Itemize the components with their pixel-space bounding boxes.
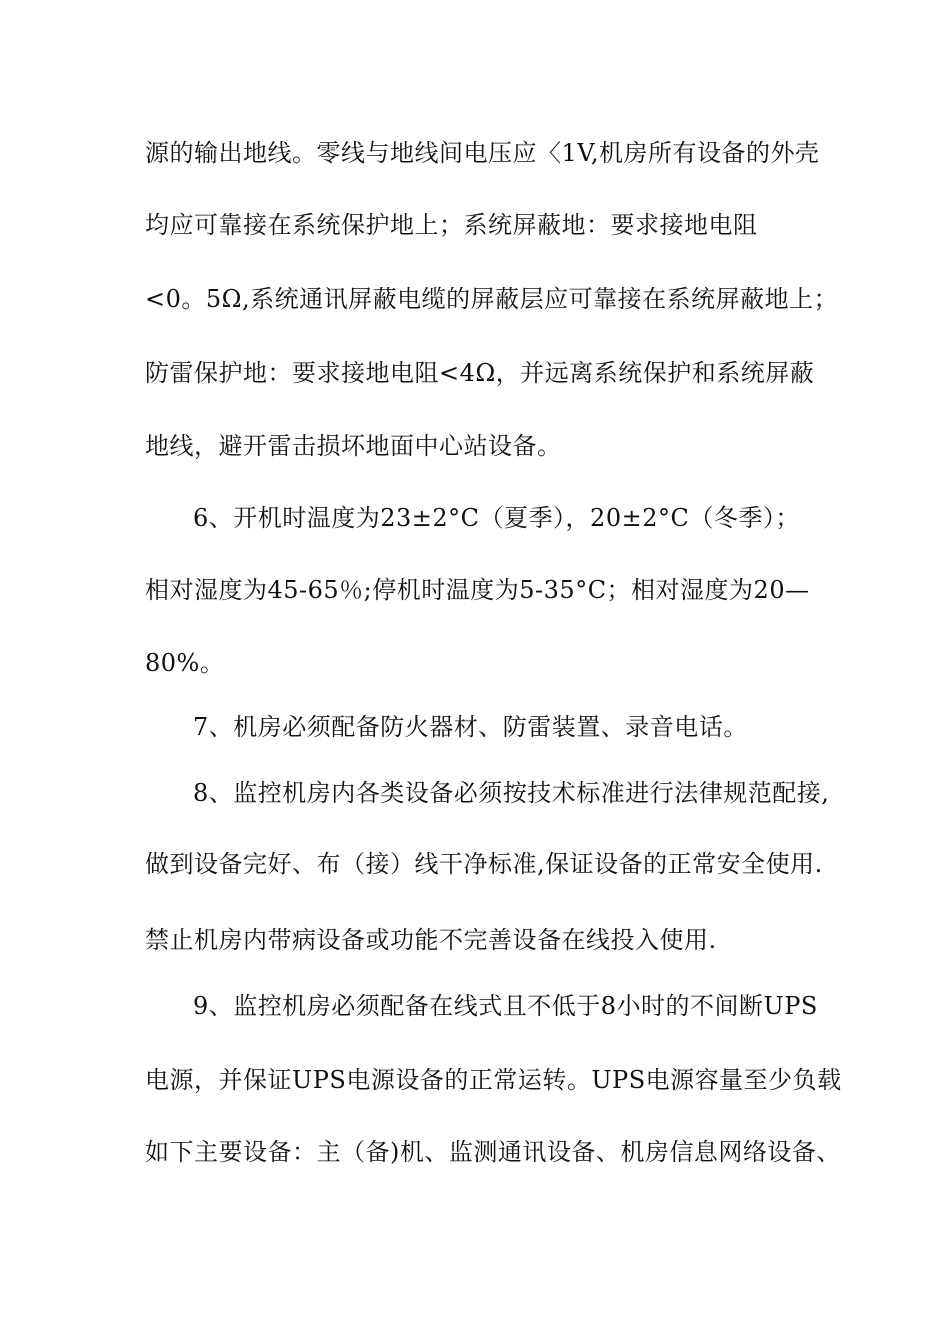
paragraph-8-line: 8、监控机房内各类设备必须按技术标准进行法律规范配接,	[193, 779, 830, 807]
text-line: 相对湿度为45-65％;停机时温度为5-35°C；相对湿度为20—	[145, 576, 810, 604]
text-line: 均应可靠接在系统保护地上；系统屏蔽地：要求接地电阻	[145, 211, 758, 239]
paragraph-6-line: 6、开机时温度为23±2°C（夏季），20±2°C（冬季）；	[193, 504, 800, 532]
text-line: 如下主要设备：主（备)机、监测通讯设备、机房信息网络设备、	[145, 1138, 841, 1166]
text-line: 做到设备完好、布（接）线干净标准,保证设备的正常安全使用.	[145, 850, 823, 878]
text-line: 防雷保护地：要求接地电阻<4Ω，并远离系统保护和系统屏蔽	[145, 359, 815, 387]
text-line: <0。5Ω,系统通讯屏蔽电缆的屏蔽层应可靠接在系统屏蔽地上；	[145, 285, 839, 313]
text-line: 电源，并保证UPS电源设备的正常运转。UPS电源容量至少负载	[145, 1066, 842, 1094]
paragraph-7-line: 7、机房必须配备防火器材、防雷装置、录音电话。	[193, 713, 748, 741]
text-line: 80%。	[145, 649, 225, 677]
text-line: 地线，避开雷击损坏地面中心站设备。	[145, 432, 562, 460]
text-line: 禁止机房内带病设备或功能不完善设备在线投入使用.	[145, 926, 717, 954]
paragraph-9-line: 9、监控机房必须配备在线式且不低于8小时的不间断UPS	[193, 992, 818, 1020]
text-line: 源的输出地线。零线与地线间电压应〈1V,机房所有设备的外壳	[145, 139, 820, 167]
